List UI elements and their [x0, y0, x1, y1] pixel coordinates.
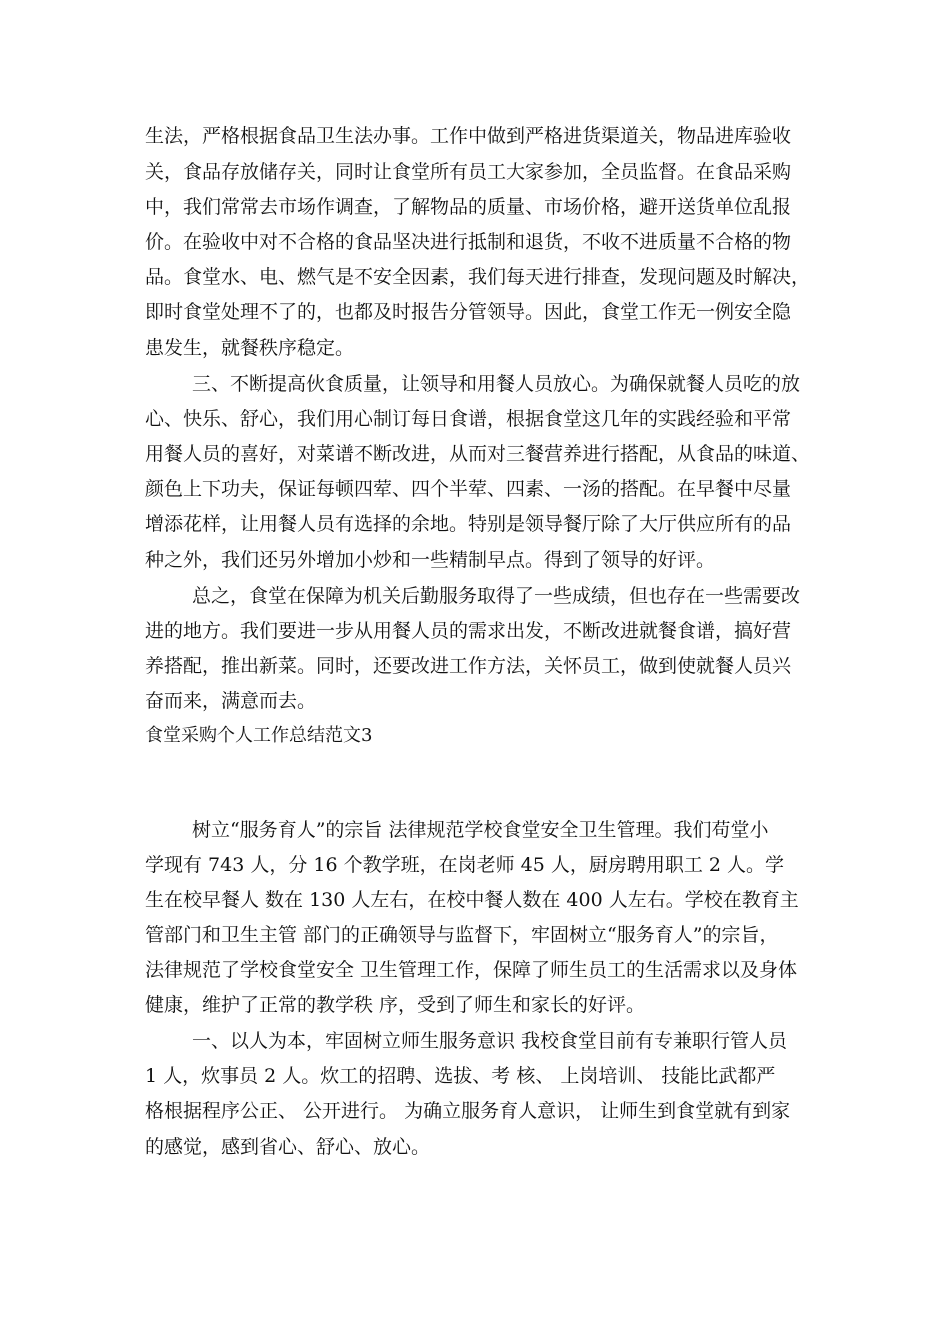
- text-line: 健康，维护了正常的教学秩 序，受到了师生和家长的好评。: [145, 994, 646, 1016]
- text-line: 格根据程序公正、 公开进行。 为确立服务育人意识， 让师生到食堂就有到家: [145, 1100, 791, 1122]
- text-line: 的感觉，感到省心、舒心、放心。: [145, 1136, 431, 1158]
- text-line: 奋而来，满意而去。: [145, 690, 317, 712]
- text-line: 养搭配，推出新菜。同时，还要改进工作方法，关怀员工，做到使就餐人员兴: [145, 655, 792, 677]
- text-line: 1 人，炊事员 2 人。炊工的招聘、选拔、考 核、 上岗培训、 技能比武都严: [145, 1065, 776, 1087]
- text-line: 用餐人员的喜好，对菜谱不断改进，从而对三餐营养进行搭配，从食品的味道、: [145, 443, 811, 465]
- text-line: 学现有 743 人，分 16 个教学班，在岗老师 45 人，厨房聘用职工 2 人。学: [145, 854, 785, 876]
- text-line: 心、快乐、舒心，我们用心制订每日食谱，根据食堂这几年的实践经验和平常: [145, 408, 792, 430]
- text-line: 患发生，就餐秩序稳定。: [145, 337, 355, 359]
- text-line: 管部门和卫生主管 部门的正确领导与监督下，牢固树立“服务育人”的宗旨，: [145, 924, 779, 946]
- text-line: 品。食堂水、电、燃气是不安全因素，我们每天进行排查，发现问题及时解决，: [145, 266, 811, 288]
- text-line: 树立“服务育人”的宗旨 法律规范学校食堂安全卫生管理。我们苟堂小: [192, 819, 769, 841]
- text-line: 三、不断提高伙食质量，让领导和用餐人员放心。为确保就餐人员吃的放: [192, 373, 801, 395]
- text-line: 总之，食堂在保障为机关后勤服务取得了一些成绩，但也存在一些需要改: [192, 585, 801, 607]
- text-line: 生法，严格根据食品卫生法办事。工作中做到严格进货渠道关，物品进库验收: [145, 125, 792, 147]
- text-line: 关，食品存放储存关，同时让食堂所有员工大家参加，全员监督。在食品采购: [145, 161, 792, 183]
- text-line: 生在校早餐人 数在 130 人左右，在校中餐人数在 400 人左右。学校在教育主: [145, 889, 799, 911]
- text-line: 法律规范了学校食堂安全 卫生管理工作，保障了师生员工的生活需求以及身体: [145, 959, 798, 981]
- text-line: 中，我们常常去市场作调查，了解物品的质量、市场价格，避开送货单位乱报: [145, 196, 792, 218]
- text-line: 一、以人为本，牢固树立师生服务意识 我校食堂目前有专兼职行管人员: [192, 1030, 788, 1052]
- text-line: 进的地方。我们要进一步从用餐人员的需求出发，不断改进就餐食谱，搞好营: [145, 620, 792, 642]
- text-line: 颜色上下功夫，保证每顿四荤、四个半荤、四素、一汤的搭配。在早餐中尽量: [145, 478, 792, 500]
- text-line: 种之外，我们还另外增加小炒和一些精制早点。得到了领导的好评。: [145, 549, 716, 571]
- text-line: 价。在验收中对不合格的食品坚决进行抵制和退货，不收不进质量不合格的物: [145, 231, 792, 253]
- section-heading: 食堂采购个人工作总结范文3: [145, 725, 373, 746]
- text-line: 即时食堂处理不了的，也都及时报告分管领导。因此，食堂工作无一例安全隐: [145, 301, 792, 323]
- text-line: 增添花样，让用餐人员有选择的余地。特别是领导餐厅除了大厅供应所有的品: [145, 513, 792, 535]
